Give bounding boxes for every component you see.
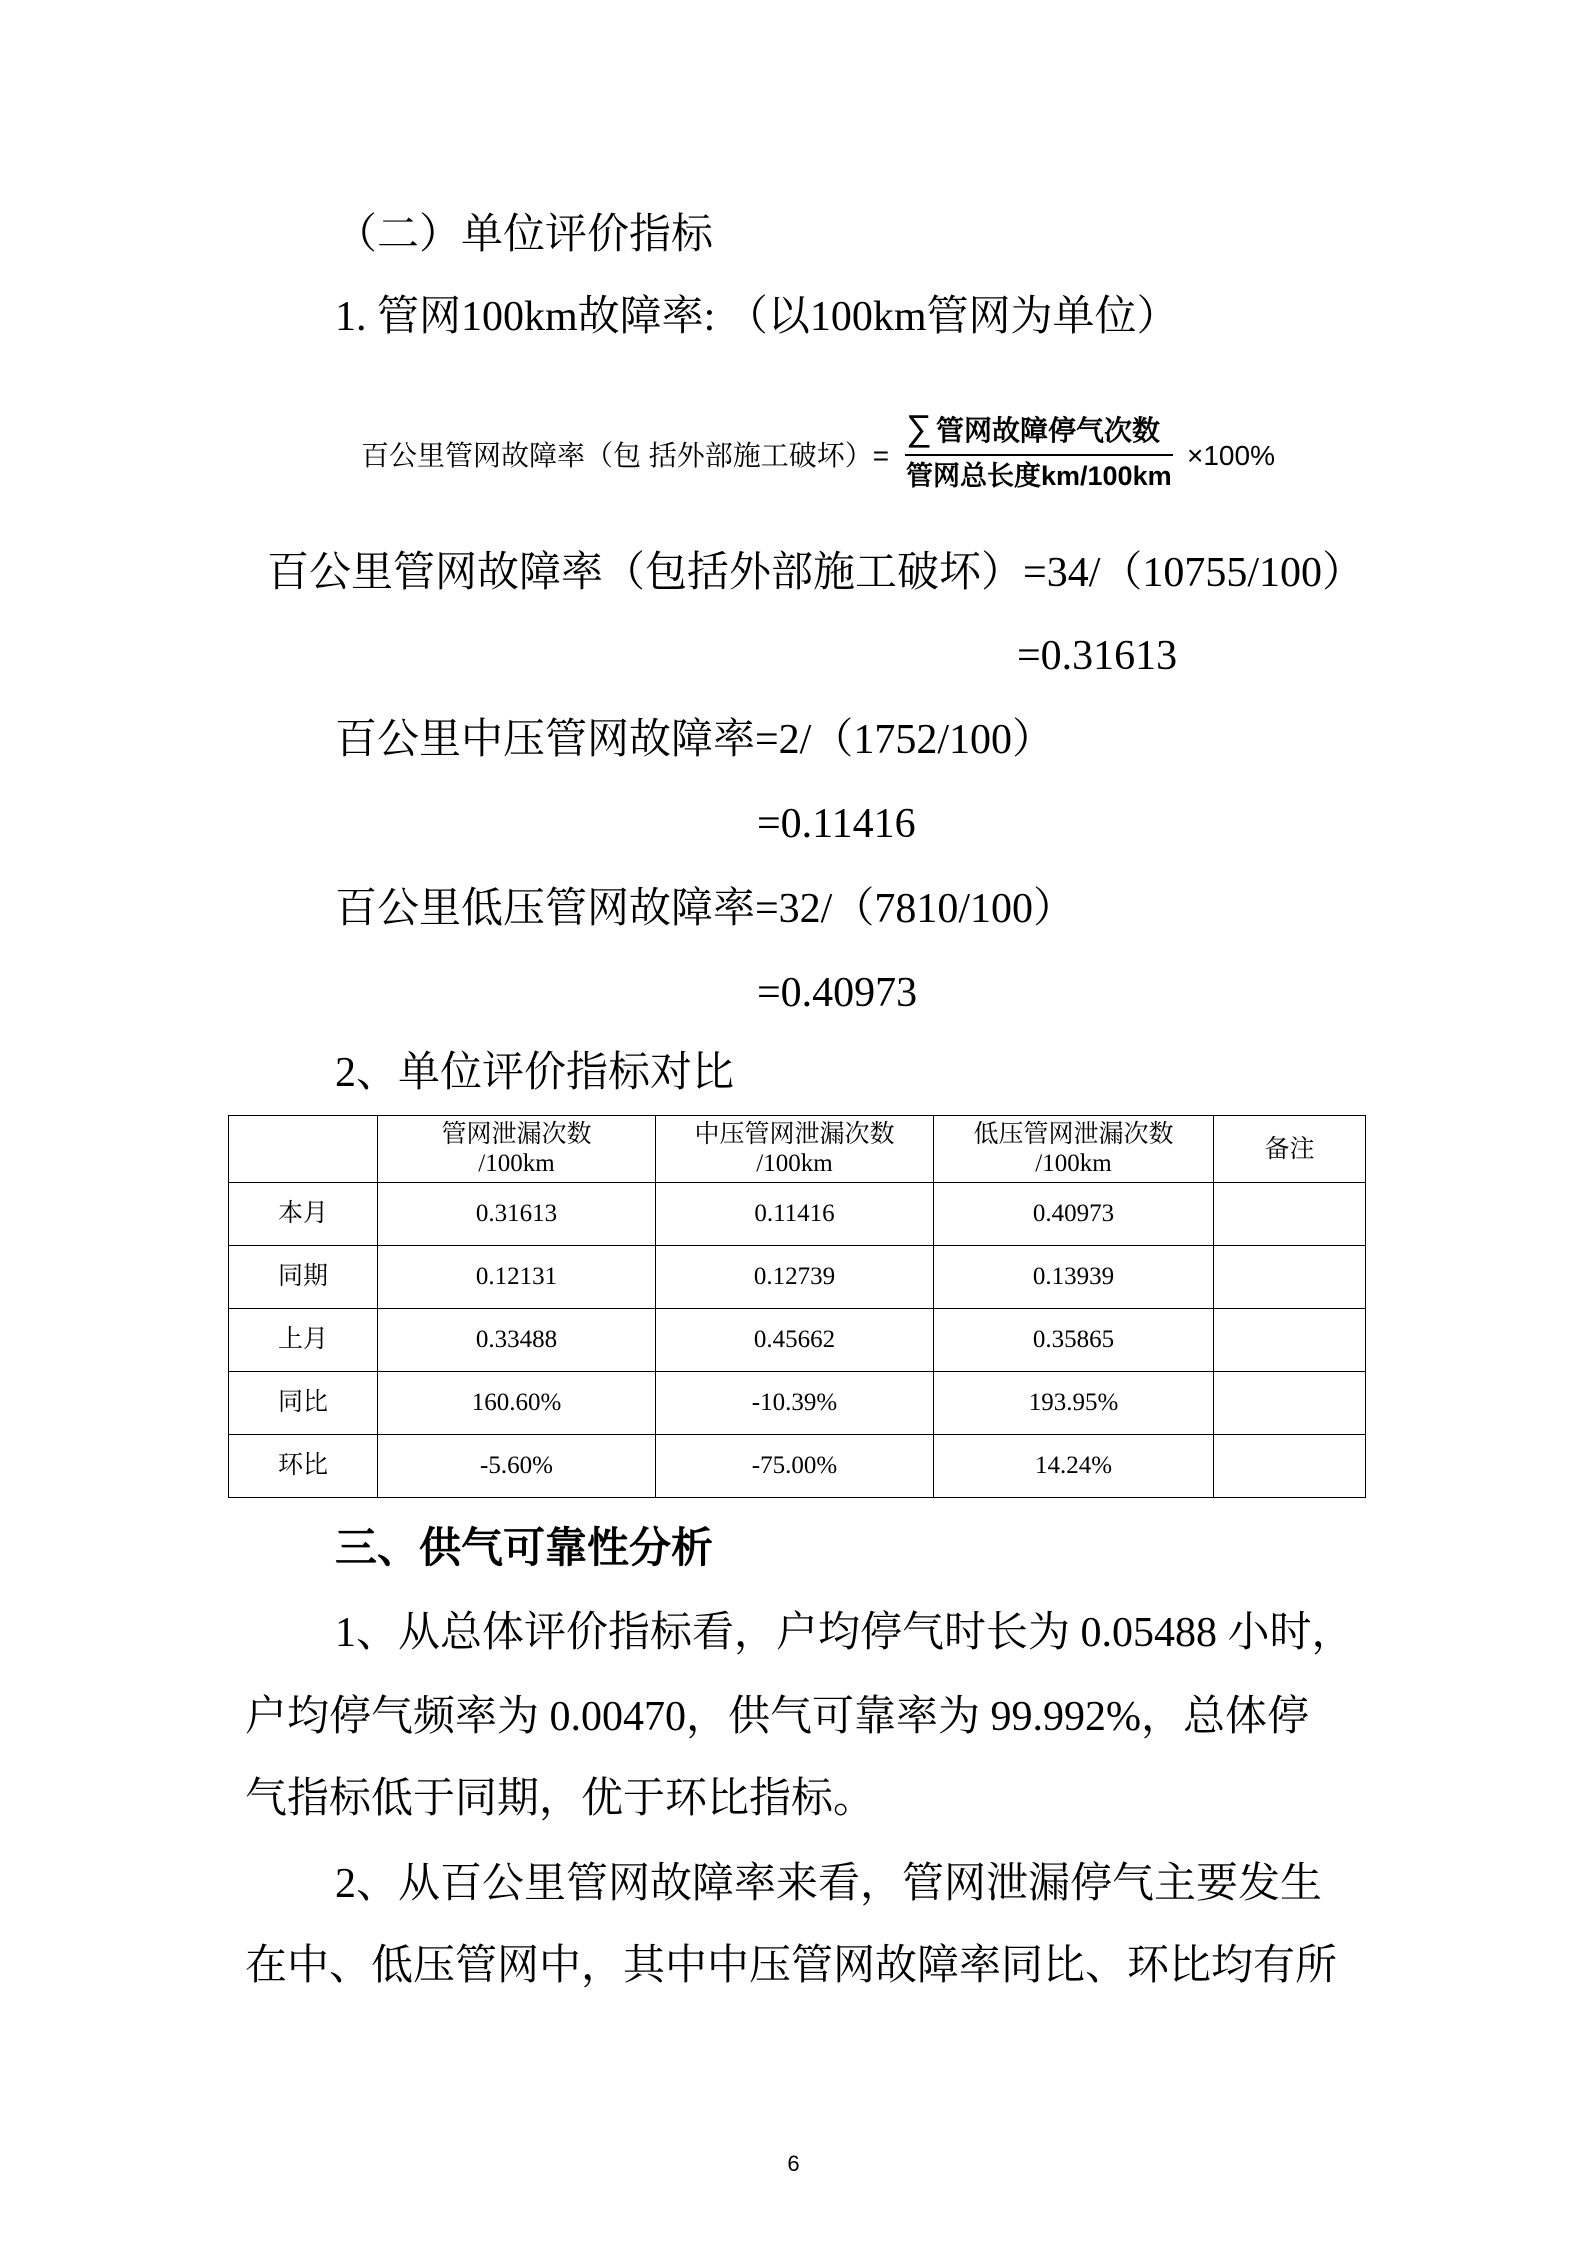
header-unit: /100km <box>756 1150 833 1177</box>
value-cell: 0.11416 <box>656 1183 934 1246</box>
row-label-cell: 同比 <box>229 1372 378 1435</box>
header-unit: /100km <box>1035 1150 1112 1177</box>
value-cell: 193.95% <box>934 1372 1214 1435</box>
value-cell: -75.00% <box>656 1435 934 1498</box>
comparison-table <box>228 1115 1366 1498</box>
calculation-result: =0.11416 <box>757 801 916 847</box>
calculation-expression: 百公里管网故障率（包括外部施工破坏）=34/（10755/100） <box>267 550 1365 596</box>
value-cell: 160.60% <box>378 1372 656 1435</box>
header-line: 管网泄漏次数 <box>441 1121 592 1148</box>
paragraph-line: 户均停气频率为 0.00470，供气可靠率为 99.992%，总体停 <box>245 1694 1309 1740</box>
value-cell: 0.33488 <box>378 1309 656 1372</box>
paragraph-line: 在中、低压管网中，其中中压管网故障率同比、环比均有所 <box>245 1943 1338 1989</box>
value-cell: -5.60% <box>378 1435 656 1498</box>
value-cell: 0.31613 <box>378 1183 656 1246</box>
header-unit: /100km <box>478 1150 555 1177</box>
row-label-cell: 上月 <box>229 1309 378 1372</box>
header-line: 中压管网泄漏次数 <box>694 1121 895 1148</box>
table-row <box>229 1183 1366 1246</box>
table-row <box>229 1435 1366 1498</box>
value-cell: 0.35865 <box>934 1309 1214 1372</box>
formula-lhs: 百公里管网故障率（包 括外部施工破坏）= <box>361 440 890 471</box>
comparison-title: 2、单位评价指标对比 <box>335 1050 735 1096</box>
table-row <box>229 1309 1366 1372</box>
table-row <box>229 1246 1366 1309</box>
value-cell: 14.24% <box>934 1435 1214 1498</box>
header-cell-empty <box>229 1116 378 1183</box>
row-label-cell: 同期 <box>229 1246 378 1309</box>
page-number: 6 <box>787 2151 800 2176</box>
remarks-cell <box>1214 1183 1366 1246</box>
formula-multiplier: ×100% <box>1187 440 1275 471</box>
calculation-result: =0.40973 <box>757 970 918 1016</box>
header-line: 低压管网泄漏次数 <box>973 1121 1174 1148</box>
table-header-row <box>229 1116 1366 1183</box>
paragraph-line: 气指标低于同期，优于环比指标。 <box>245 1776 876 1822</box>
value-cell: 0.12131 <box>378 1246 656 1309</box>
value-cell: -10.39% <box>656 1372 934 1435</box>
remarks-cell <box>1214 1372 1366 1435</box>
header-cell <box>656 1116 934 1183</box>
value-cell: 0.12739 <box>656 1246 934 1309</box>
remarks-cell <box>1214 1309 1366 1372</box>
formula-denominator: 管网总长度km/100km <box>906 461 1172 491</box>
sum-symbol: ∑ <box>906 407 932 448</box>
value-cell: 0.40973 <box>934 1183 1214 1246</box>
item-1-title: 1. 管网100km故障率: （以100km管网为单位） <box>335 294 1179 340</box>
row-label-cell: 环比 <box>229 1435 378 1498</box>
value-cell: 0.13939 <box>934 1246 1214 1309</box>
reliability-heading: 三、供气可靠性分析 <box>335 1523 714 1572</box>
calculation-result: =0.31613 <box>1017 633 1178 679</box>
header-cell <box>378 1116 656 1183</box>
paragraph-line: 2、从百公里管网故障率来看，管网泄漏停气主要发生 <box>335 1861 1323 1907</box>
row-label-cell: 本月 <box>229 1183 378 1246</box>
fraction-bar <box>905 454 1173 456</box>
calculation-expression: 百公里低压管网故障率=32/（7810/100） <box>335 886 1076 932</box>
calculation-expression: 百公里中压管网故障率=2/（1752/100） <box>335 717 1055 763</box>
header-cell <box>934 1116 1214 1183</box>
paragraph-line: 1、从总体评价指标看，户均停气时长为 0.05488 小时， <box>335 1610 1354 1656</box>
table-row <box>229 1372 1366 1435</box>
remarks-cell <box>1214 1435 1366 1498</box>
header-cell-remarks: 备注 <box>1214 1116 1366 1183</box>
remarks-cell <box>1214 1246 1366 1309</box>
formula-numerator: 管网故障停气次数 <box>936 415 1161 446</box>
value-cell: 0.45662 <box>656 1309 934 1372</box>
section-heading: （二）单位评价指标 <box>335 212 714 258</box>
